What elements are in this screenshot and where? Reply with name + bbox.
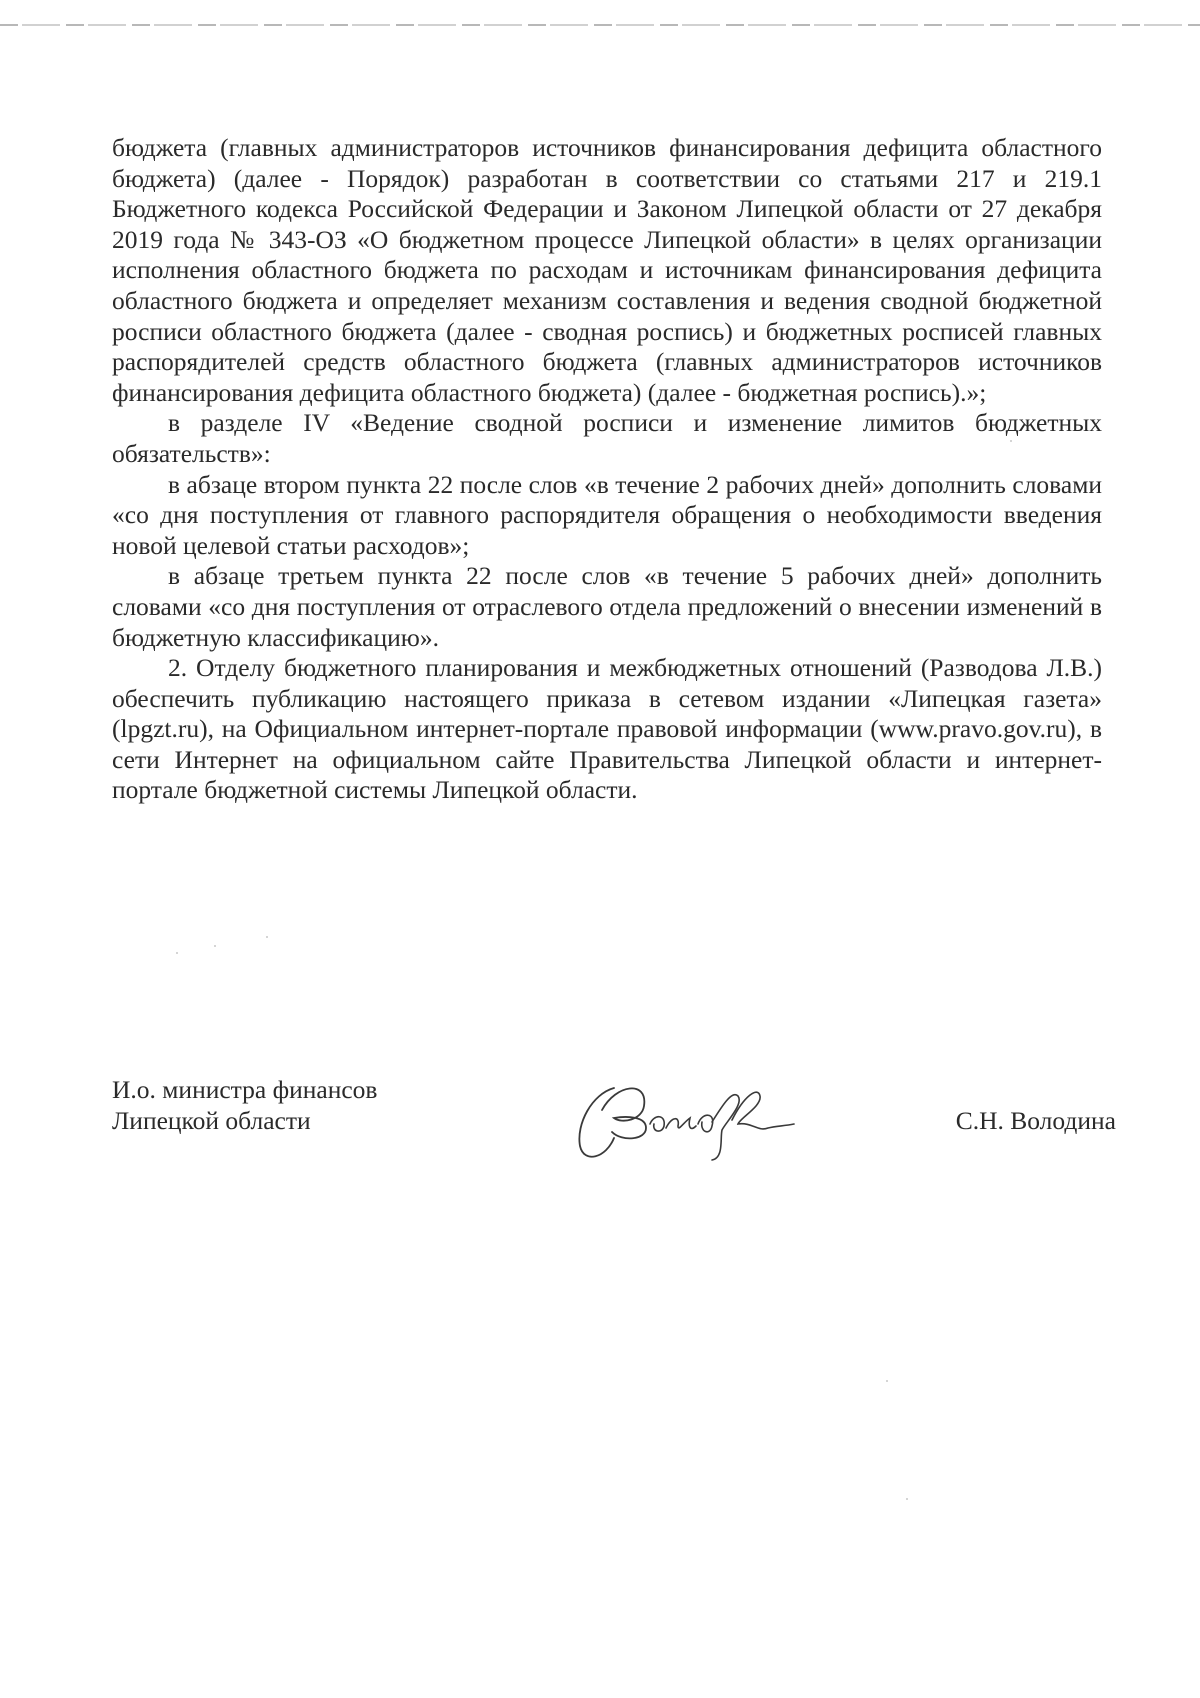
signatory-position [112, 1074, 377, 1136]
paragraph-item-22-third: в абзаце третьем пункта 22 после слов «в течение 5 рабочих дней» дополнить словами «со дня поступления от отраслевого отдела предложений о внесении изменений в бюджетную классификацию». [112, 561, 1102, 652]
scan-speck [906, 1498, 908, 1500]
paragraph-procedure-continuation: бюджета (главных администраторов источников финансирования дефицита областного бюджета) (далее - Порядок) разработан в соответствии со статьями 217 и 219.1 Бюджетного кодекса Российской Федерации и Законом Липецкой области от 27 декабря 2019 года № 343-ОЗ «О бюджетном процессе Липецкой области» в целях организации исполнения областного бюджета по расходам и источникам финансирования дефицита областного бюджета и определяет механизм составления и ведения сводной бюджетной росписи областного бюджета (далее - сводная роспись) и бюджетных росписей главных распорядителей средств областного бюджета (главных администраторов источников финансирования дефицита областного бюджета) (далее - бюджетная роспись).»; [112, 133, 1102, 407]
paragraph-section-iv: в разделе IV «Ведение сводной росписи и изменение лимитов бюджетных обязательств»: [112, 408, 1102, 468]
signatory-position-line1: И.о. министра финансов [112, 1075, 378, 1104]
scan-speck [214, 945, 216, 947]
scan-speck [886, 1380, 888, 1382]
scan-speck [266, 936, 268, 938]
signatory-position-line2: Липецкой области [112, 1106, 311, 1135]
paragraph-item-22-second: в абзаце втором пункта 22 после слов «в течение 2 рабочих дней» дополнить словами «со дня поступления от главного распорядителя обращения о необходимости введения новой целевой статьи расходов»; [112, 469, 1102, 560]
handwritten-signature-icon [562, 1066, 802, 1166]
signatory-name: С.Н. Володина [955, 1106, 1116, 1135]
paragraph-publication: 2. Отделу бюджетного планирования и межбюджетных отношений (Разводова Л.В.) обеспечить публикацию настоящего приказа в сетевом издании «Липецкая газета» (lpgzt.ru), на Официальном интернет-портале правовой информации (www.pravo.gov.ru), в сети Интернет на официальном сайте Правительства Липецкой области и интернет-портале бюджетной системы Липецкой области. [112, 653, 1102, 805]
scan-edge-line [0, 24, 1200, 26]
document-body [112, 133, 1102, 806]
signature-block [112, 1074, 1116, 1164]
scan-speck [1010, 440, 1012, 442]
scan-speck [176, 952, 178, 954]
